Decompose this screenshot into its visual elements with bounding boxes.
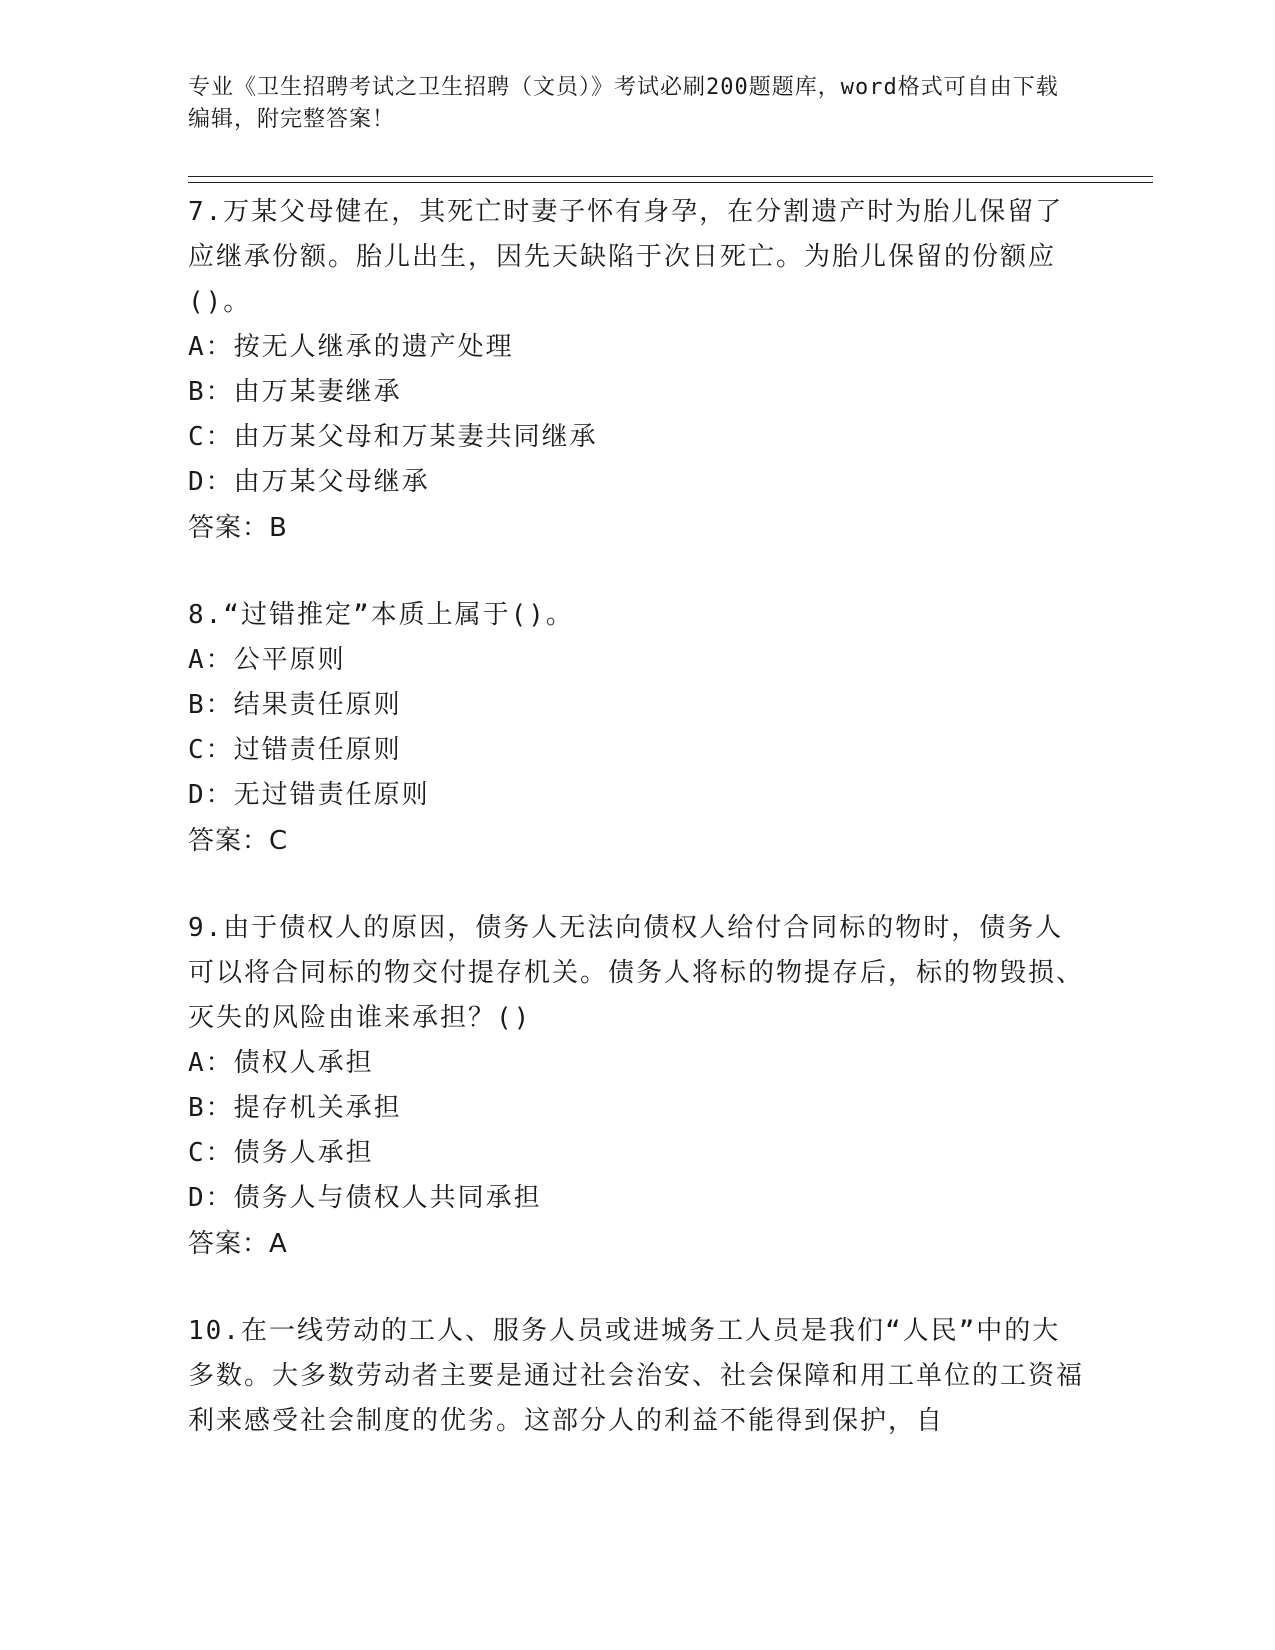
question-stem: 8.“过错推定”本质上属于()。 <box>188 600 574 630</box>
option-d: D：无过错责任原则 <box>188 780 430 810</box>
option-c: C：由万某父母和万某妻共同继承 <box>188 422 598 452</box>
option-c: C：过错责任原则 <box>188 735 402 765</box>
question-stem: 10.在一线劳动的工人、服务人员或进城务工人员是我们“人民”中的大多数。大多数劳动者主要是通过社会治安、社会保障和用工单位的工资福利来感受社会制度的优劣。这部分人的利益不能得到保护，自 <box>188 1316 1085 1436</box>
option-d: D：由万某父母继承 <box>188 467 430 497</box>
header-divider-top <box>188 176 1153 177</box>
question-stem: 7.万某父母健在，其死亡时妻子怀有身孕，在分割遗产时为胎儿保留了应继承份额。胎儿出生，因先天缺陷于次日死亡。为胎儿保留的份额应()。 <box>188 197 1064 317</box>
question-10 <box>188 1309 1088 1444</box>
answer: 答案：C <box>188 826 289 856</box>
question-9 <box>188 906 1088 1267</box>
option-d: D：债务人与债权人共同承担 <box>188 1183 542 1213</box>
document-header: 专业《卫生招聘考试之卫生招聘（文员）》考试必刷200题题库，word格式可自由下载编辑，附完整答案！ <box>188 75 1059 132</box>
option-b: B：结果责任原则 <box>188 690 402 720</box>
option-a: A：债权人承担 <box>188 1048 374 1078</box>
question-list <box>188 190 1088 1486</box>
answer: 答案：A <box>188 1229 288 1259</box>
question-7 <box>188 190 1088 551</box>
question-8 <box>188 593 1088 864</box>
option-a: A：按无人继承的遗产处理 <box>188 332 514 362</box>
header-divider-bottom <box>188 182 1153 183</box>
option-a: A：公平原则 <box>188 645 346 675</box>
option-c: C：债务人承担 <box>188 1138 374 1168</box>
option-b: B：提存机关承担 <box>188 1093 402 1123</box>
option-b: B：由万某妻继承 <box>188 377 402 407</box>
answer: 答案：B <box>188 513 288 543</box>
question-stem: 9.由于债权人的原因，债务人无法向债权人给付合同标的物时，债务人可以将合同标的物交付提存机关。债务人将标的物提存后，标的物毁损、灭失的风险由谁来承担？() <box>188 913 1085 1033</box>
